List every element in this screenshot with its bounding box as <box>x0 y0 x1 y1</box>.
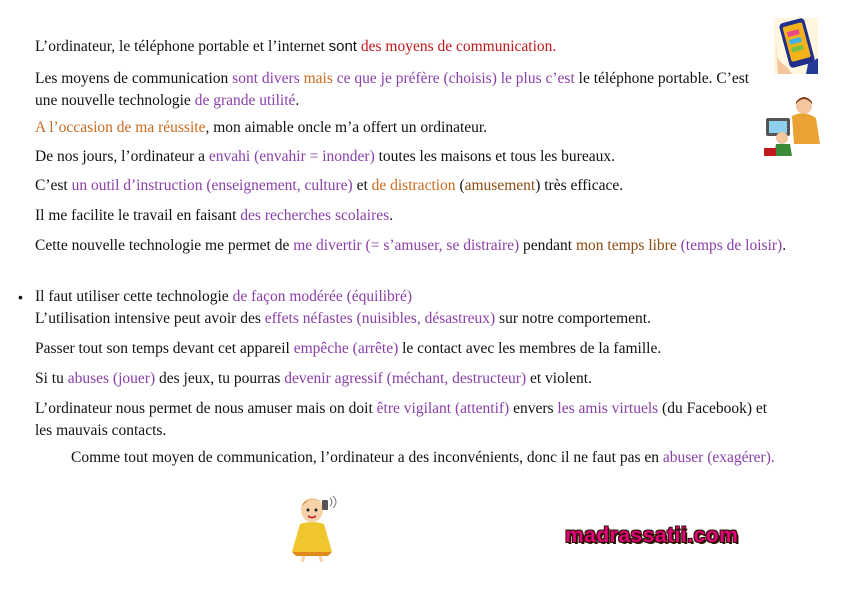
paragraph-5: C’est un outil d’instruction (enseignement, culture) et de distraction (amusement) très efficace. <box>35 177 624 194</box>
paragraph-8: Il faut utiliser cette technologie de façon modérée (équilibré) <box>35 288 413 305</box>
site-logo: madrassatii.com <box>565 524 739 547</box>
bullet: • <box>18 289 23 305</box>
paragraph-10: Passer tout son temps devant cet appareil empêche (arrête) le contact avec les membres de la famille. <box>35 340 662 357</box>
paragraph-6: Il me facilite le travail en faisant des recherches scolaires. <box>35 207 394 224</box>
paragraph-3: A l’occasion de ma réussite, mon aimable oncle m’a offert un ordinateur. <box>35 119 488 136</box>
paragraph-12: L’ordinateur nous permet de nous amuser mais on doit être vigilant (attentif) envers les amis virtuels (du Facebook) et les mauvais contacts. <box>35 400 768 439</box>
paragraph-4: De nos jours, l’ordinateur a envahi (envahir = inonder) toutes les maisons et tous les bureaux. <box>35 148 615 165</box>
paragraph-11: Si tu abuses (jouer) des jeux, tu pourras devenir agressif (méchant, destructeur) et violent. <box>35 370 592 387</box>
paragraph-13: Comme tout moyen de communication, l’ordinateur a des inconvénients, donc il ne faut pas en abuser (exagérer). <box>71 449 775 466</box>
paragraph-2: Les moyens de communication sont divers mais ce que je préfère (choisis) le plus c’est le téléphone portable. C’est une nouvelle technologie de grande utilité. <box>35 70 750 109</box>
girl-phone-icon <box>282 494 356 564</box>
family-computer-icon <box>760 94 828 160</box>
paragraph-1: L’ordinateur, le téléphone portable et l’internet sont des moyens de communication. <box>35 38 557 55</box>
paragraph-7: Cette nouvelle technologie me permet de me divertir (= s’amuser, se distraire) pendant mon temps libre (temps de loisir). <box>35 237 787 254</box>
paragraph-9: L’utilisation intensive peut avoir des effets néfastes (nuisibles, désastreux) sur notre comportement. <box>35 310 651 327</box>
smartphone-icon <box>770 14 822 78</box>
